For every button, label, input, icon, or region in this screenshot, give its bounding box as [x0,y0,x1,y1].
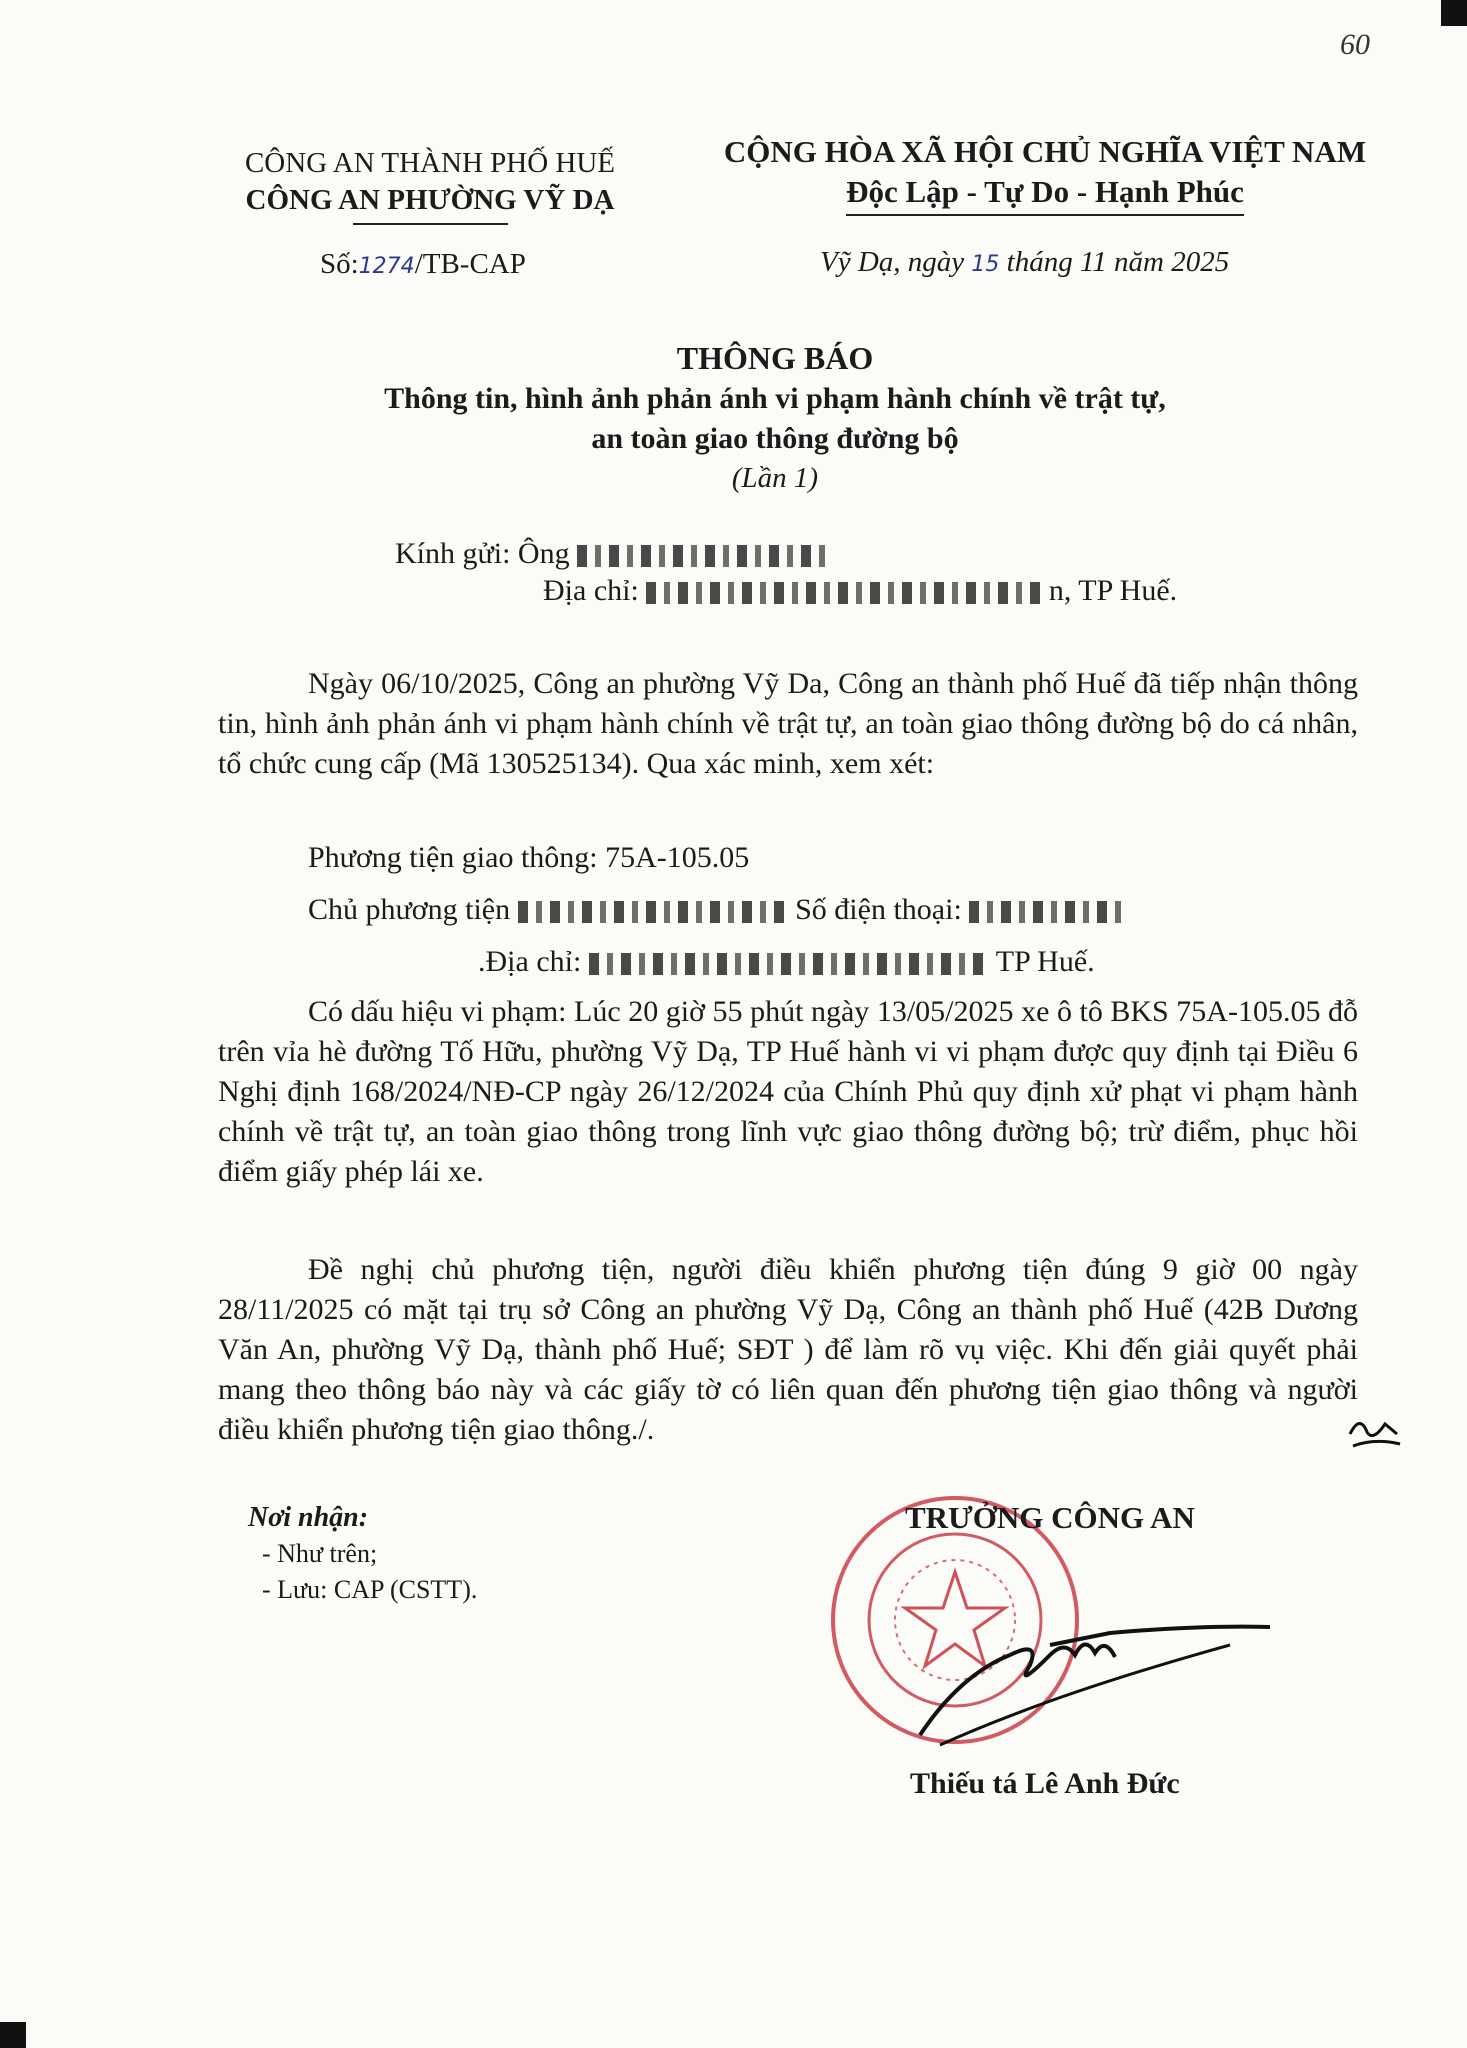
scan-corner-mark [0,2022,26,2048]
owner-address-line [478,942,1095,982]
redacted-owner-address [589,953,989,975]
owner-line [308,890,1129,930]
owner-address-label: .Địa chỉ: [478,945,582,978]
redacted-address [646,582,1041,604]
signatory-title: TRƯỞNG CÔNG AN [905,1500,1195,1535]
redacted-owner [518,901,788,923]
recipient-address-label: Địa chỉ: [543,574,639,607]
doc-number-prefix: Số: [320,248,359,280]
paragraph-request: Đề nghị chủ phương tiện, người điều khiển phương tiện đúng 9 giờ 00 ngày 28/11/2025 có mặt tại trụ sở Công an phường Vỹ Dạ, Công an thành phố Huế (42B Dương Văn An, phường Vỹ Dạ, thành phố Huế; SĐT ) để làm rõ vụ việc. Khi đến giải quyết phải mang theo thông báo này và các giấy tờ có liên quan đến phương tiện giao thông và người điều khiển phương tiện giao thông./. [218,1253,1358,1446]
authority-line-1: CÔNG AN THÀNH PHỐ HUẾ [244,147,616,179]
authority-line-2: CÔNG AN PHƯỜNG VỸ DẠ [245,184,615,216]
signatory-name: Thiếu tá Lê Anh Đức [910,1767,1180,1800]
document-number [320,248,526,281]
recipient-item: - Lưu: CAP (CSTT). [262,1575,478,1604]
recipient-label: Kính gửi: Ông [395,537,570,570]
motto: Độc Lập - Tự Do - Hạnh Phúc [846,172,1244,216]
redacted-name [577,545,827,567]
recipients-list [248,1500,477,1608]
national-motto [700,132,1390,216]
scan-corner-mark [1441,0,1467,26]
title-main: THÔNG BÁO [676,340,874,376]
phone-label: Số điện thoại: [795,893,962,926]
paragraph-violation: Có dấu hiệu vi phạm: Lúc 20 giờ 55 phút ngày 13/05/2025 xe ô tô BKS 75A-105.05 đỗ trên vỉa hè đường Tố Hữu, phường Vỹ Dạ, TP Huế hành vi vi phạm được quy định tại Điều 6 Nghị định 168/2024/NĐ-CP ngày 26/12/2024 của Chính Phủ quy định xử phạt vi phạm hành chính về trật tự, an toàn giao thông trong lĩnh vực giao thông đường bộ; trừ điểm, phục hồi điểm giấy phép lái xe. [218,995,1358,1188]
title-issue-count: (Lần 1) [731,462,819,494]
title-sub-2: an toàn giao thông đường bộ [591,422,959,455]
title-sub-1: Thông tin, hình ảnh phản ánh vi phạm hành chính về trật tự, [384,382,1166,415]
recipient-item: - Như trên; [262,1539,378,1568]
date-day-handwritten: 15 [971,252,1000,277]
owner-address-tail: TP Huế. [995,945,1095,978]
doc-number-suffix: /TB-CAP [414,248,526,280]
paragraph-intro: Ngày 06/10/2025, Công an phường Vỹ Da, Công an thành phố Huế đã tiếp nhận thông tin, hình ảnh phản ánh vi phạm hành chính về trật tự, an toàn giao thông đường bộ do cá nhân, tổ chức cung cấp (Mã 130525134). Qua xác minh, xem xét: [218,667,1358,780]
recipients-title: Nơi nhận: [248,1502,369,1533]
recipient-block [395,535,1177,609]
page-number: 60 [1340,28,1370,61]
date-prefix: Vỹ Dạ, ngày [820,246,965,278]
date-suffix: tháng 11 năm 2025 [1006,246,1230,278]
issue-date [820,246,1229,279]
doc-number-handwritten: 1274 [358,254,415,279]
divider [353,223,508,225]
vehicle-line: Phương tiện giao thông: 75A-105.05 [308,841,750,874]
document-title [260,337,1290,497]
handwritten-signature [900,1585,1280,1755]
handwritten-initials [1345,1412,1405,1452]
issuing-authority [200,145,660,225]
recipient-address-tail: n, TP Huế. [1048,574,1178,607]
redacted-phone [969,901,1129,923]
owner-label: Chủ phương tiện [308,893,511,926]
republic-name: CỘNG HÒA XÃ HỘI CHỦ NGHĨA VIỆT NAM [723,134,1367,169]
